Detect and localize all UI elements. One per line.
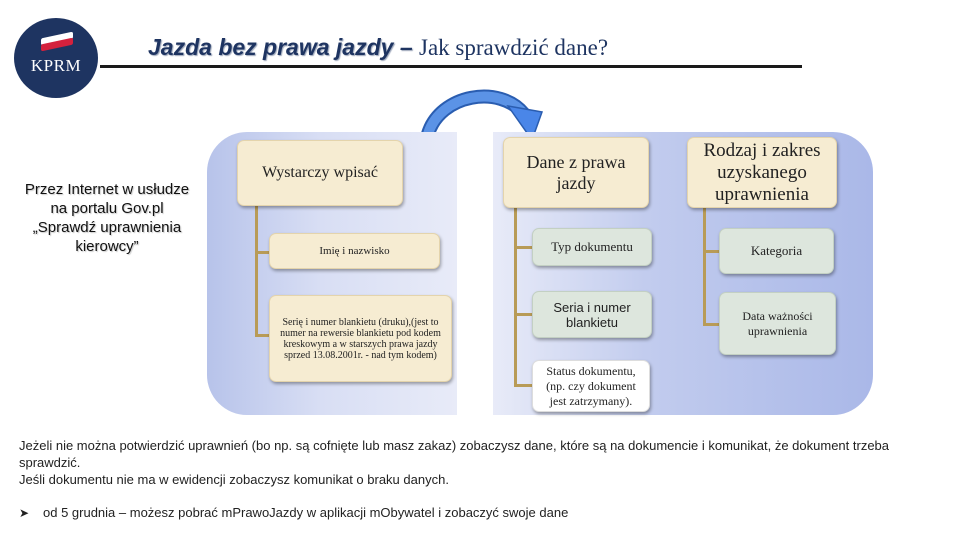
category-box: Kategoria — [719, 228, 834, 274]
right-header-box: Rodzaj i zakres uzyskanego uprawnienia — [687, 137, 837, 208]
middle-connector-vertical — [514, 206, 517, 386]
footer-bullet-text: od 5 grudnia – możesz pobrać mPrawoJazdy w aplikacji mObywatel i zobaczyć swoje dane — [43, 505, 569, 520]
footer-notes — [19, 437, 949, 488]
kprm-logo — [14, 18, 98, 98]
document-status-box: Status dokumentu, (np. czy dokument jest zatrzymany). — [532, 360, 650, 412]
blank-number-field-box: Serię i numer blankietu (druku),(jest to numer na rewersie blankietu pod kodem kreskowym a w starszych prawa jazdy sprzed 13.08.2001r. - nad tym kodem) — [269, 295, 452, 382]
title-part-1: Jazda bez prawa jazdy – — [148, 34, 420, 60]
service-description: Przez Internet w usłudze na portalu Gov.pl „Sprawdź uprawnienia kierowcy” — [24, 181, 190, 255]
document-type-box: Typ dokumentu — [532, 228, 652, 266]
title-part-2: Jak sprawdzić dane? — [419, 35, 609, 60]
left-header-box: Wystarczy wpisać — [237, 140, 403, 206]
page-title — [148, 34, 608, 61]
title-underline — [100, 65, 802, 68]
middle-connector-branch-2 — [514, 313, 532, 316]
left-connector-branch-1 — [255, 251, 269, 254]
right-connector-branch-2 — [703, 323, 719, 326]
footer-bullet — [19, 505, 568, 520]
left-connector-vertical — [255, 206, 258, 336]
middle-connector-branch-3 — [514, 384, 532, 387]
right-connector-branch-1 — [703, 250, 719, 253]
middle-connector-branch-1 — [514, 246, 532, 249]
arrow-bullet-icon: ➤ — [19, 506, 30, 520]
middle-header-box: Dane z prawa jazdy — [503, 137, 649, 208]
footer-line-2: Jeśli dokumentu nie ma w ewidencji zobaczysz komunikat o braku danych. — [19, 472, 449, 487]
name-field-box: Imię i nazwisko — [269, 233, 440, 269]
logo-text: KPRM — [30, 56, 82, 75]
footer-line-1: Jeżeli nie można potwierdzić uprawnień (bo np. są cofnięte lub masz zakaz) zobaczysz dane, które są na dokumencie i komunikat, że dokument trzeba sprawdzić. — [19, 438, 890, 470]
right-connector-vertical — [703, 206, 706, 326]
series-number-box: Seria i numer blankietu — [532, 291, 652, 338]
left-connector-branch-2 — [255, 334, 269, 337]
license-validity-box: Data ważności uprawnienia — [719, 292, 836, 355]
